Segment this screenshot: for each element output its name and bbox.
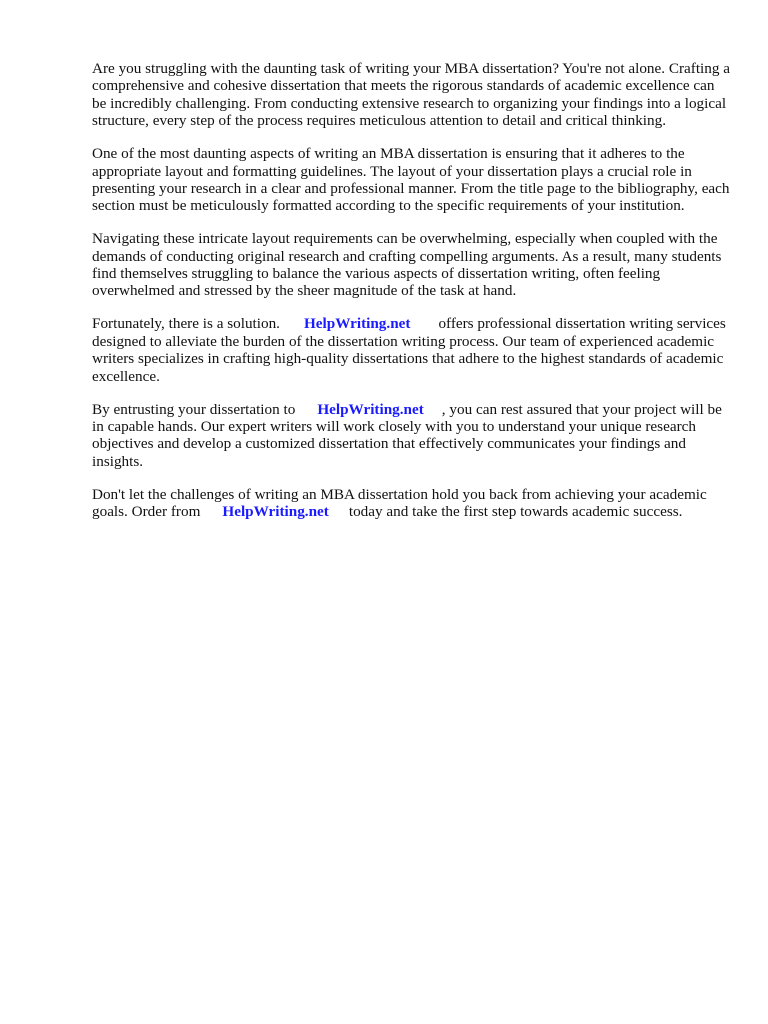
paragraph-challenges: Navigating these intricate layout requirements can be overwhelming, especially when coupled with the demands of conducting original research and crafting compelling arguments. As a result, many students find themselves struggling to balance the various aspects of dissertation writing, often feeling overwhelmed and stressed by the sheer magnitude of the task at hand. [92, 230, 722, 300]
document-body [92, 60, 732, 536]
paragraph-entrust-rest: , you can rest assured that your project will be in capable hands. Our expert writers will work closely with you to understand your unique research objectives and develop a customized dissertation that effectively communicates your findings and insights. [92, 400, 722, 470]
helpwriting-link[interactable]: HelpWriting.net [222, 503, 329, 521]
paragraph-cta-lead: Don't let the challenges of writing an MBA dissertation hold you back from achieving your academic goals. Order from [92, 485, 707, 521]
paragraph-entrust [92, 401, 732, 471]
paragraph-solution-lead: Fortunately, there is a solution. [92, 315, 280, 333]
paragraph-solution [92, 315, 732, 385]
helpwriting-link[interactable]: HelpWriting.net [317, 400, 424, 418]
paragraph-entrust-lead: By entrusting your dissertation to [92, 400, 296, 418]
paragraph-solution-rest: offers professional dissertation writing services designed to alleviate the burden of the dissertation writing process. Our team of experienced academic writers specializes in crafting high-quality dissertations that adhere to the highest standards of academic excellence. [92, 315, 726, 385]
paragraph-layout: One of the most daunting aspects of writing an MBA dissertation is ensuring that it adheres to the appropriate layout and formatting guidelines. The layout of your dissertation plays a crucial role in presenting your research in a clear and professional manner. From the title page to the bibliography, each section must be meticulously formatted according to the specific requirements of your institution. [92, 145, 730, 215]
paragraph-call-to-action [92, 486, 732, 521]
paragraph-cta-rest: today and take the first step towards academic success. [348, 503, 683, 521]
paragraph-intro: Are you struggling with the daunting task of writing your MBA dissertation? You're not alone. Crafting a comprehensive and cohesive dissertation that meets the rigorous standards of academic excellence can be incredibly challenging. From conducting extensive research to organizing your findings into a logical structure, every step of the process requires meticulous attention to detail and critical thinking. [92, 60, 730, 130]
helpwriting-link[interactable]: HelpWriting.net [303, 315, 411, 333]
